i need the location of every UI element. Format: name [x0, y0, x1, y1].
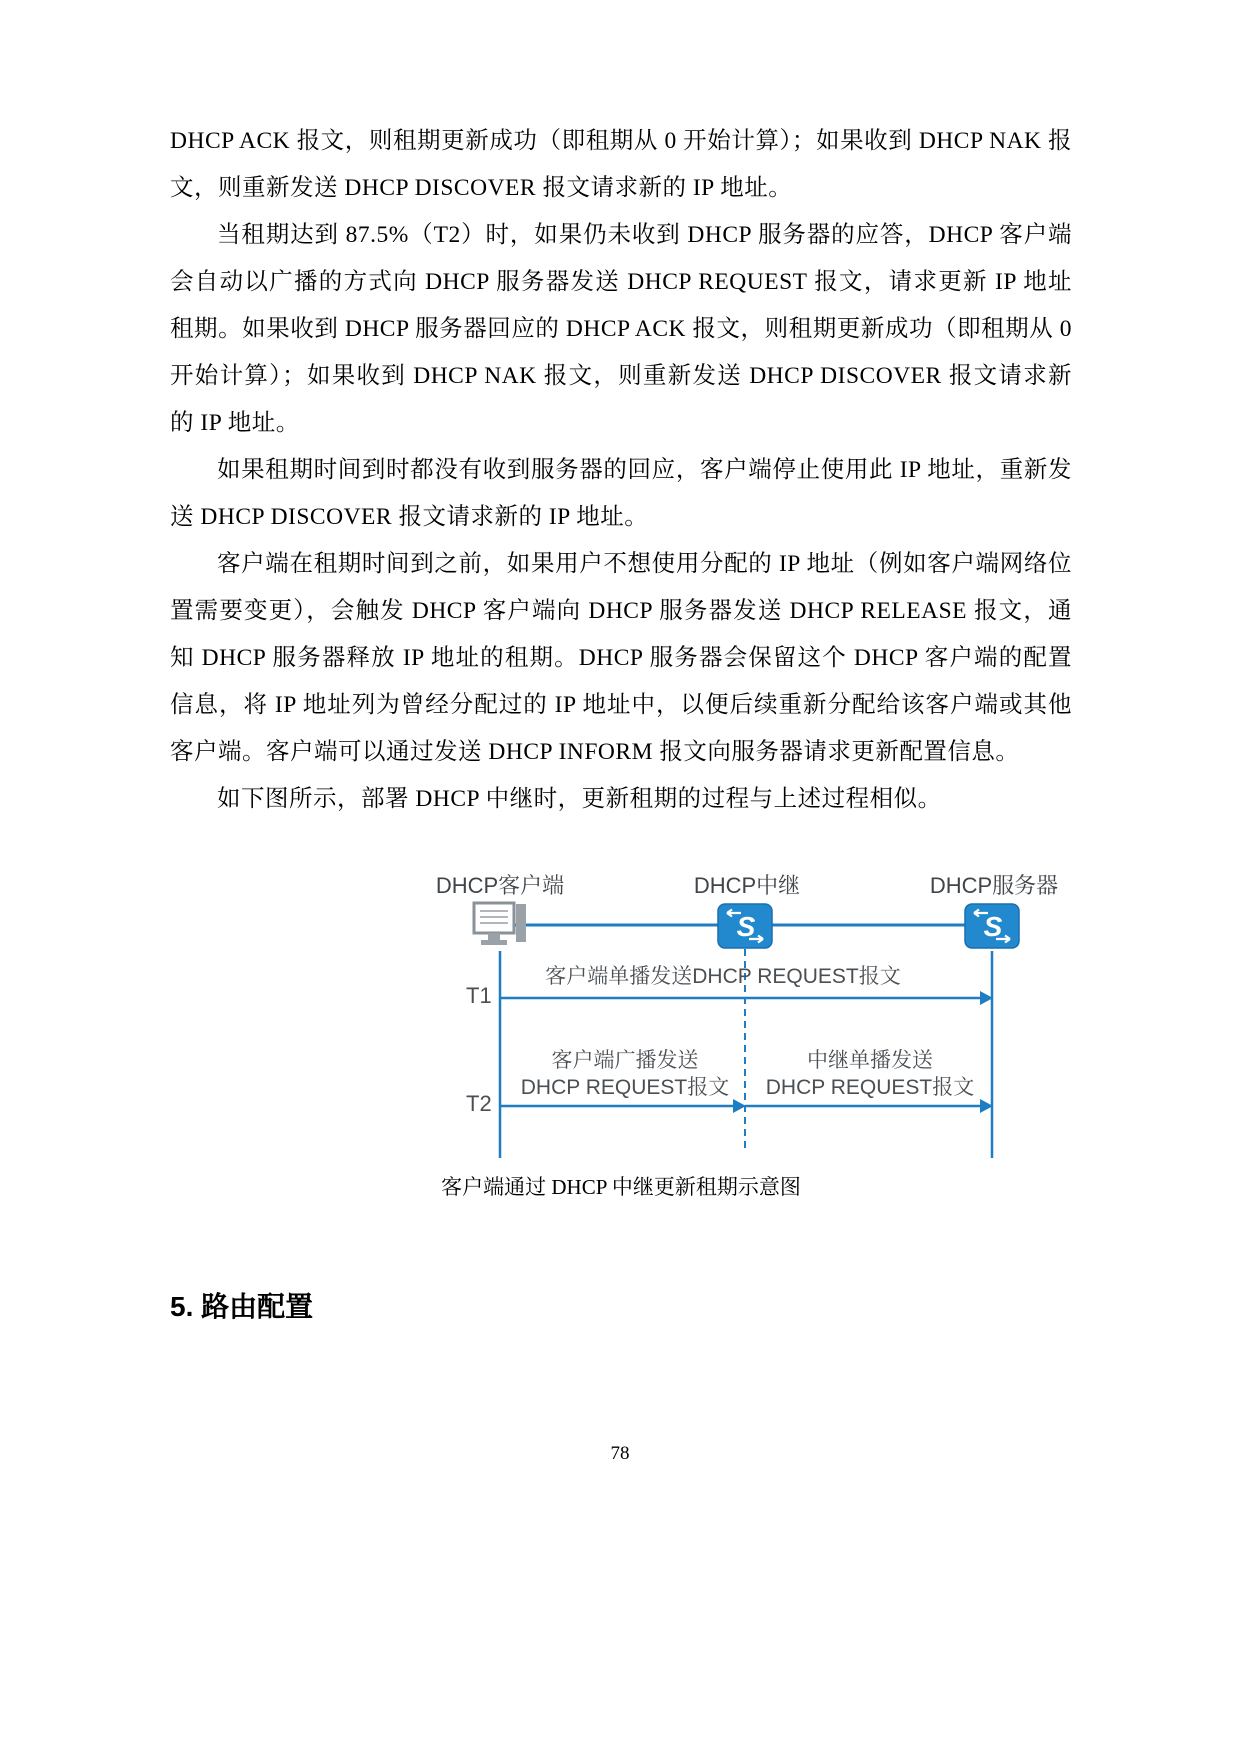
server-switch-icon: [964, 903, 1020, 949]
relay-switch-icon: [717, 903, 773, 949]
t2-relay-arrow-label-line1: 中继单播发送: [806, 1049, 933, 1072]
t1-arrow-label: 客户端单播发送DHCP REQUEST报文: [545, 965, 901, 988]
paragraph-3: 如果租期时间到时都没有收到服务器的回应，客户端停止使用此 IP 地址，重新发送 DHCP DISCOVER 报文请求新的 IP 地址。: [170, 457, 1072, 530]
t2-client-arrow-label: [521, 1047, 729, 1101]
dhcp-server-label: DHCP服务器: [929, 873, 1059, 898]
dhcp-relay-label: DHCP中继: [693, 873, 801, 898]
svg-text:S: S: [736, 911, 756, 942]
t2-client-arrow-label-line2: DHCP REQUEST报文: [520, 1076, 730, 1099]
t2-relay-arrow-label-line2: DHCP REQUEST报文: [765, 1076, 975, 1099]
t2-client-arrow-label-line1: 客户端广播发送: [551, 1049, 699, 1072]
paragraph-1: DHCP ACK 报文，则租期更新成功（即租期从 0 开始计算）；如果收到 DHCP NAK 报文，则重新发送 DHCP DISCOVER 报文请求新的 IP 地址。: [170, 128, 1072, 201]
paragraph-5: 如下图所示，部署 DHCP 中继时，更新租期的过程与上述过程相似。: [217, 786, 942, 812]
section-heading: 5. 路由配置: [170, 1291, 314, 1322]
svg-text:S: S: [983, 911, 1003, 942]
client-computer-icon: [470, 899, 530, 951]
figure-caption: 客户端通过 DHCP 中继更新租期示意图: [441, 1175, 801, 1199]
paragraph-2: 当租期达到 87.5%（T2）时，如果仍未收到 DHCP 服务器的应答，DHCP 客户端会自动以广播的方式向 DHCP 服务器发送 DHCP REQUEST 报文，请求更新 IP 地址租期。如果收到 DHCP 服务器回应的 DHCP ACK 报文，则租期更新成功（即租期从 0 开始计算）；如果收到 DHCP NAK 报文，则重新发送 DHCP DISCOVER 报文请求新的 IP 地址。: [170, 222, 1072, 436]
paragraph-4: 客户端在租期时间到之前，如果用户不想使用分配的 IP 地址（例如客户端网络位置需要变更），会触发 DHCP 客户端向 DHCP 服务器发送 DHCP RELEASE 报文，通知 DHCP 服务器释放 IP 地址的租期。DHCP 服务器会保留这个 DHCP 客户端的配置信息，将 IP 地址列为曾经分配过的 IP 地址中，以便后续重新分配给该客户端或其他客户端。客户端可以通过发送 DHCP INFORM 报文向服务器请求更新配置信息。: [170, 551, 1072, 765]
t2-marker: T2: [466, 1091, 492, 1116]
t1-marker: T1: [466, 983, 492, 1008]
page-number: 78: [610, 1443, 630, 1464]
diagram-lines: [170, 863, 1240, 1163]
t2-relay-arrow-label: [766, 1047, 974, 1101]
dhcp-client-label: DHCP客户端: [435, 873, 565, 898]
dhcp-relay-renew-diagram: [170, 863, 1072, 1163]
